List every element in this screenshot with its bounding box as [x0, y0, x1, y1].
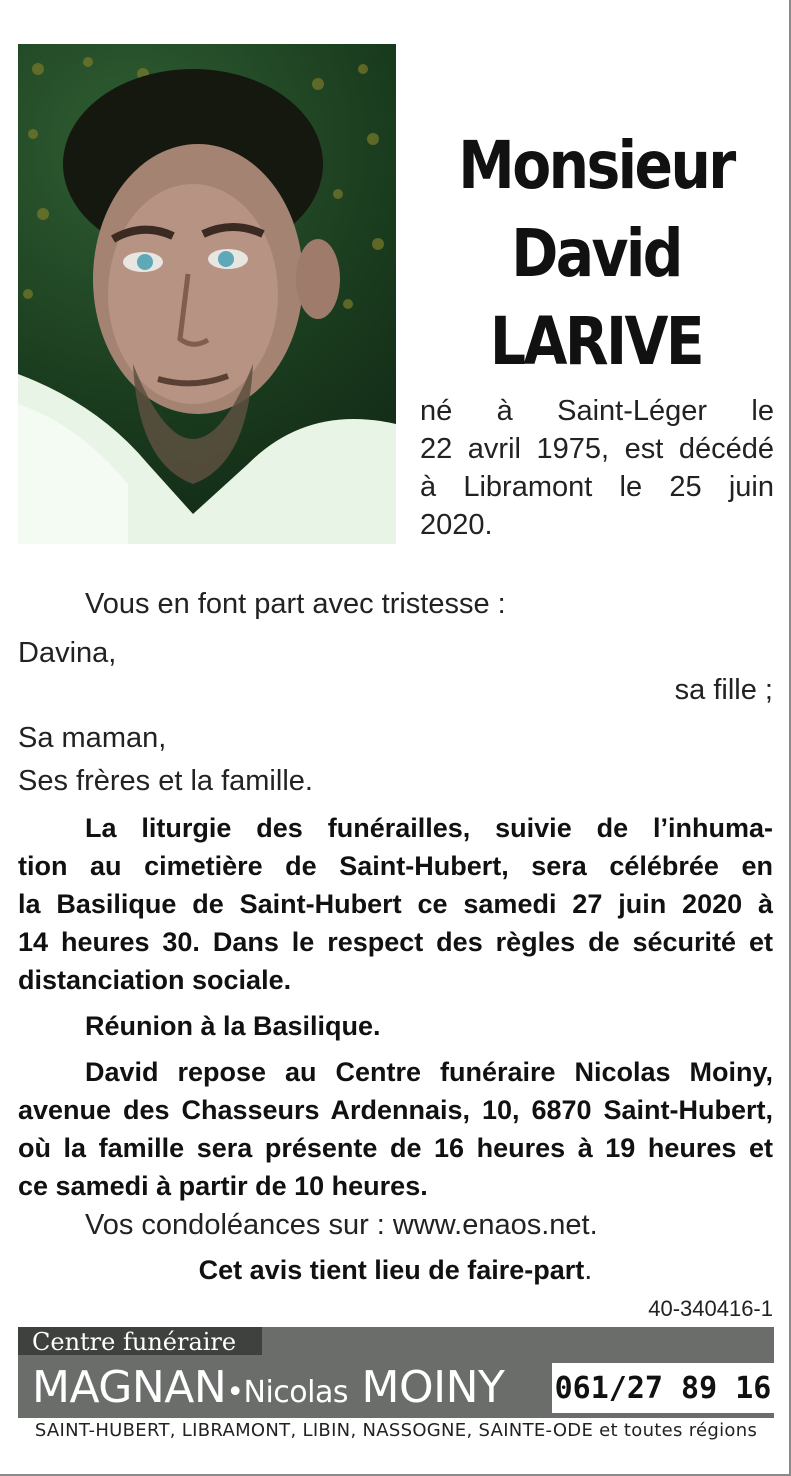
birth-line: 22 avril 1975, est décédé [420, 433, 774, 465]
family-mother: Sa maman, [18, 722, 167, 754]
birth-line: 2020. [420, 509, 493, 541]
visitation-text: ce samedi à partir de 10 heures. [18, 1171, 428, 1201]
liturgy-text: la Basilique de Saint-Hubert ce samedi 27 juin 2020 à [18, 889, 773, 919]
funeral-home-banner [18, 1327, 774, 1444]
name-title: Monsieur [458, 127, 734, 204]
birth-line: à Libramont le 25 juin [420, 471, 774, 503]
notice-dot: . [584, 1254, 593, 1286]
portrait-image [18, 44, 396, 544]
banner-tag: Centre funéraire [18, 1327, 262, 1355]
birth-death-info [420, 392, 774, 544]
service-regions: SAINT-HUBERT, LIBRAMONT, LIBIN, NASSOGNE, SAINTE-ODE et toutes régions [18, 1416, 774, 1444]
family-intro: Vous en font part avec tristesse : [85, 588, 506, 620]
family-siblings: Ses frères et la famille. [18, 765, 313, 797]
visitation-text: avenue des Chasseurs Ardennais, 10, 6870 Saint-Hubert, [18, 1095, 773, 1125]
name-nicolas: Nicolas [243, 1375, 348, 1410]
name-first: David [511, 215, 681, 292]
notice-line [18, 1254, 773, 1287]
birth-line: né à Saint-Léger le [420, 395, 774, 427]
bullet-separator: • [226, 1375, 244, 1410]
notice-text: Cet avis tient lieu de faire-part [198, 1255, 585, 1285]
portrait-photo [18, 44, 396, 544]
name-last: LARIVE [489, 303, 703, 380]
visitation-text: où la famille sera présente de 16 heures à 19 heures et [18, 1133, 773, 1163]
family-davina: Davina, [18, 637, 117, 669]
liturgy-text: tion au cimetière de Saint-Hubert, sera célébrée en [18, 851, 773, 881]
reference-number: 40-340416-1 [648, 1296, 773, 1321]
condolences-text: Vos condoléances sur : www.enaos.net. [85, 1209, 598, 1241]
funeral-home-name [32, 1363, 504, 1418]
phone-number: 061/27 89 16 [552, 1363, 774, 1413]
family-daughter: sa fille ; [674, 674, 773, 706]
name-magnan: MAGNAN [32, 1362, 227, 1413]
liturgy-text: distanciation sociale. [18, 965, 292, 995]
meeting-text: Réunion à la Basilique. [85, 1011, 381, 1041]
name-moiny: MOINY [361, 1362, 505, 1413]
deceased-name [445, 122, 748, 386]
visitation-text: David repose au Centre funéraire Nicolas Moiny, [85, 1057, 773, 1087]
liturgy-text: La liturgie des funérailles, suivie de l’inhuma- [85, 813, 773, 843]
liturgy-text: 14 heures 30. Dans le respect des règles de sécurité et [18, 927, 773, 957]
